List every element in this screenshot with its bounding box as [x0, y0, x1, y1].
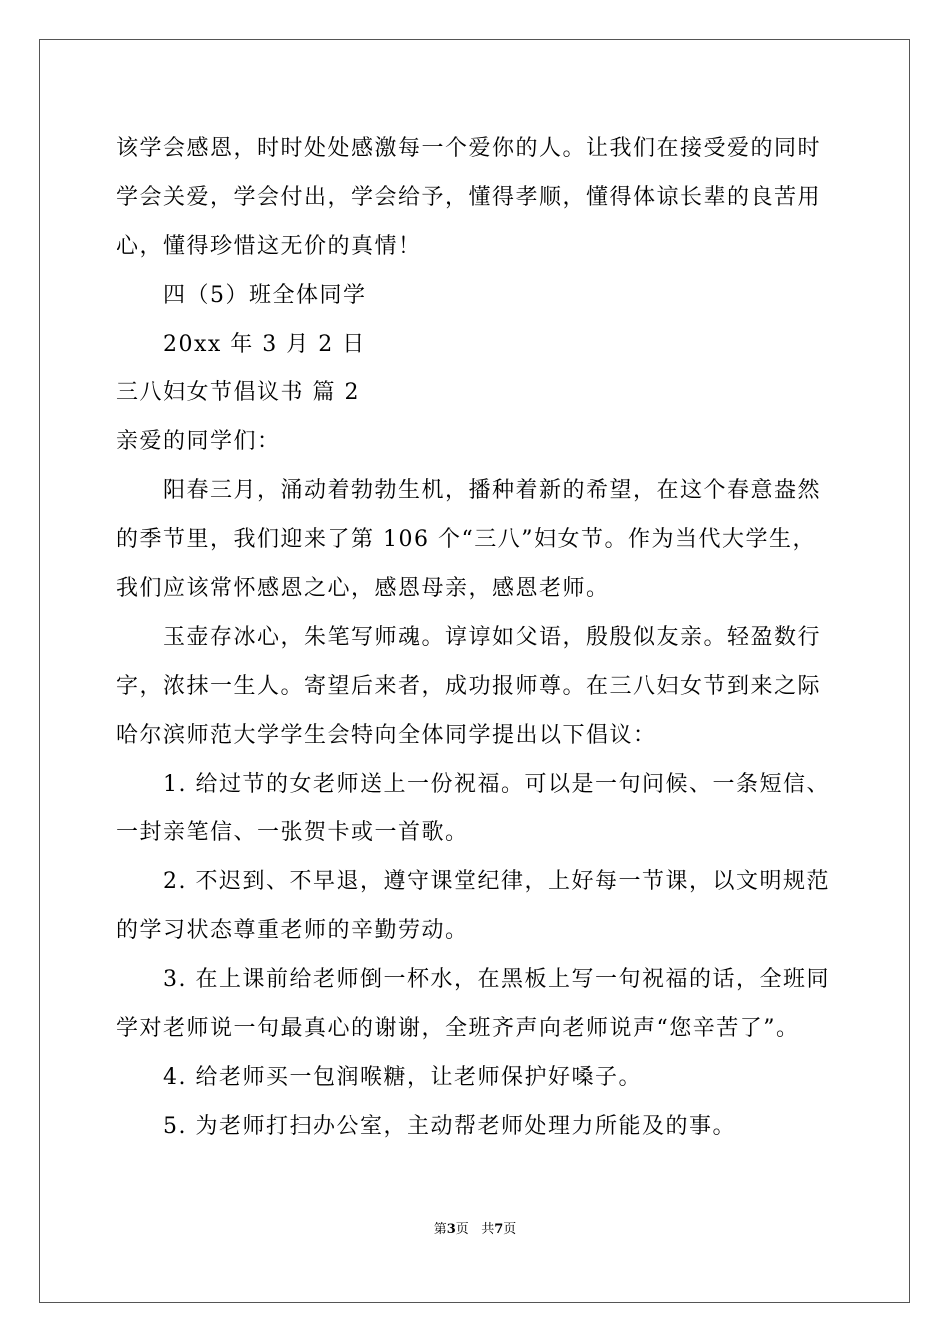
paragraph-line: 阳春三月，涌动着勃勃生机，播种着新的希望，在这个春意盎然 [163, 478, 822, 504]
list-item-continued: 的学习状态尊重老师的辛勤劳动。 [116, 918, 469, 944]
list-item: 5. 为老师打扫办公室，主动帮老师处理力所能及的事。 [163, 1113, 736, 1139]
paragraph-line: 哈尔滨师范大学学生会特向全体同学提出以下倡议： [116, 722, 657, 748]
list-item-continued: 一封亲笔信、一张贺卡或一首歌。 [116, 820, 469, 846]
list-item: 4. 给老师买一包润喉糖，让老师保护好嗓子。 [163, 1064, 642, 1090]
page-footer [0, 1218, 950, 1237]
footer-suffix: 页 [503, 1222, 517, 1237]
footer-prefix: 第 [433, 1222, 447, 1237]
footer-total-pages: 7 [494, 1222, 504, 1237]
list-item: 2. 不迟到、不早退，遵守课堂纪律，上好每一节课，以文明规范 [163, 869, 830, 895]
footer-middle: 页 共 [455, 1222, 495, 1237]
section-title: 三八妇女节倡议书 篇 2 [116, 380, 360, 406]
list-item: 1. 给过节的女老师送上一份祝福。可以是一句问候、一条短信、 [163, 771, 830, 797]
footer-current-page: 3 [446, 1222, 456, 1237]
signature-class: 四（5）班全体同学 [163, 282, 367, 308]
document-body [116, 125, 836, 1152]
salutation: 亲爱的同学们： [116, 429, 281, 455]
paragraph-line: 学会关爱，学会付出，学会给予，懂得孝顺，懂得体谅长辈的良苦用 [116, 184, 822, 210]
paragraph-line: 我们应该常怀感恩之心，感恩母亲，感恩老师。 [116, 576, 610, 602]
list-item-continued: 学对老师说一句最真心的谢谢，全班齐声向老师说声“您辛苦了”。 [116, 1016, 800, 1042]
paragraph-line: 玉壶存冰心，朱笔写师魂。谆谆如父语，殷殷似友亲。轻盈数行 [163, 624, 822, 650]
paragraph-line: 该学会感恩，时时处处感激每一个爱你的人。让我们在接受爱的同时 [116, 136, 822, 161]
list-item: 3. 在上课前给老师倒一杯水，在黑板上写一句祝福的话，全班同 [163, 967, 830, 993]
paragraph-line: 字，浓抹一生人。寄望后来者，成功报师尊。在三八妇女节到来之际 [116, 673, 822, 699]
signature-date: 20xx 年 3 月 2 日 [163, 331, 366, 357]
paragraph-line: 的季节里，我们迎来了第 106 个“三八”妇女节。作为当代大学生， [116, 527, 816, 553]
paragraph-line: 心，懂得珍惜这无价的真情！ [116, 233, 422, 259]
